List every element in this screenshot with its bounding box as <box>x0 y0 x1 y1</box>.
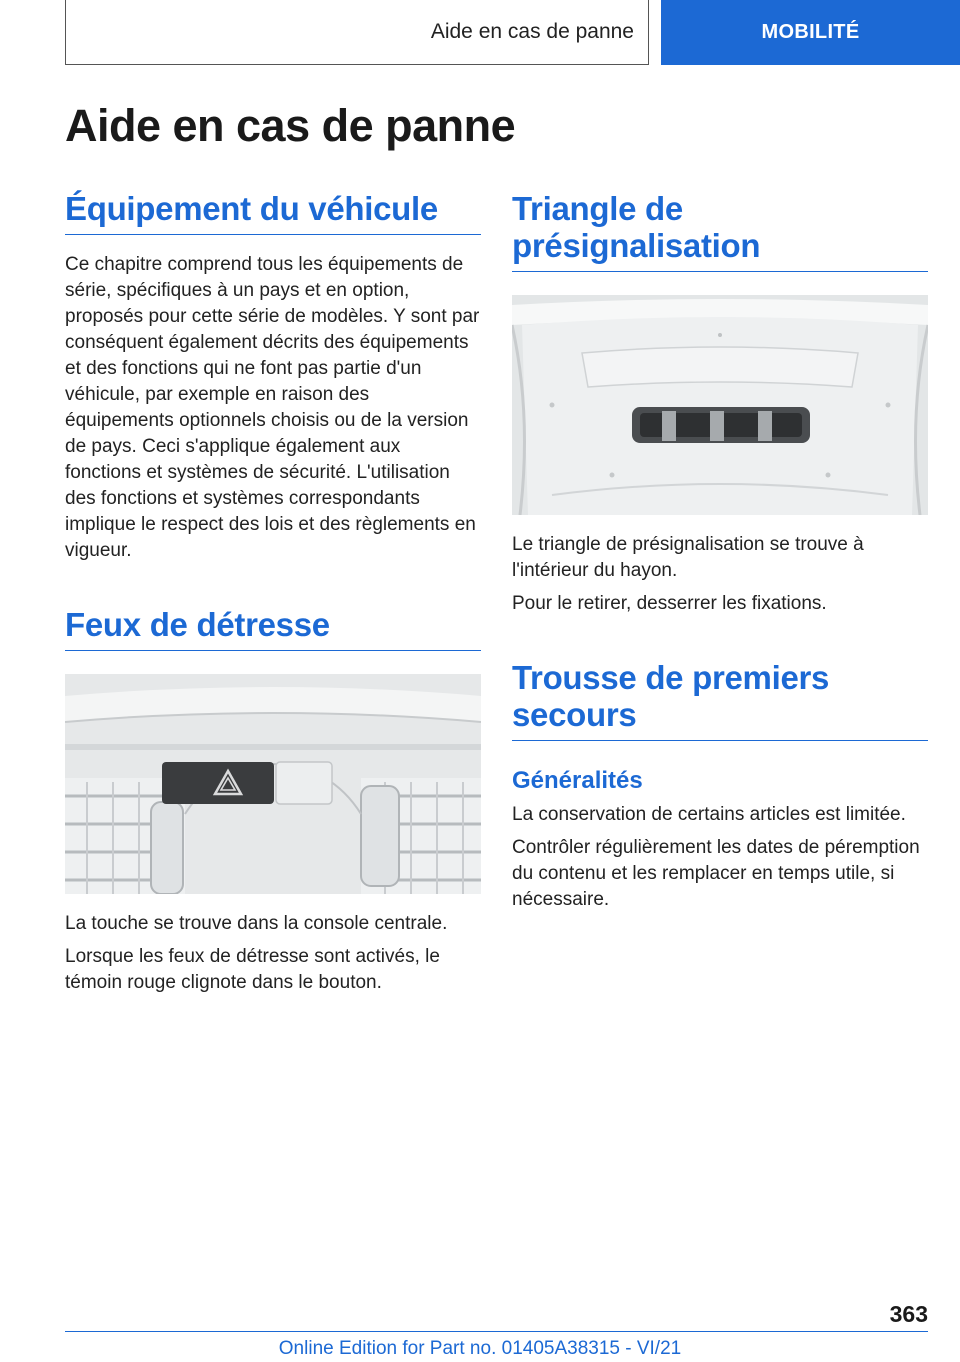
figure-hazard-button <box>65 674 481 894</box>
header-section-text: Aide en cas de panne <box>430 20 634 43</box>
paragraph-first-aid-shelf-life: La conservation de certains articles est limitée. <box>512 804 906 825</box>
header-section-label <box>65 0 649 65</box>
paragraph-triangle-location: Le triangle de présignalisation se trouve à l'intérieur du hayon. <box>512 534 864 581</box>
paragraph-vehicle-equipment: Ce chapitre comprend tous les équipements de série, spécifiques à un pays et en option, proposés pour cette série de modèles. Y sont par conséquent également décrits des équipements et des fonctions qui ne font pas partie d'un véhicule, par exemple en raison des équipements optionnels choisis ou de la version de pays. Ceci s'applique également aux fonctions et systèmes de sécurité. L'utilisation des fonctions et systèmes correspondants implique le respect des lois et des règlements en vigueur. <box>65 254 480 561</box>
paragraph-triangle-removal: Pour le retirer, desserrer les fixations. <box>512 593 827 614</box>
heading-warning-triangle: Triangle de présignalisation <box>512 190 928 272</box>
footer-divider <box>65 1331 928 1332</box>
left-column <box>65 190 481 996</box>
heading-hazard-lights: Feux de détresse <box>65 606 481 651</box>
heading-vehicle-equipment: Équipement du véhicule <box>65 190 481 235</box>
paragraph-first-aid-check: Contrôler régulièrement les dates de péremption du contenu et les remplacer en temps utile, si nécessaire. <box>512 837 920 910</box>
paragraph-hazard-indicator: Lorsque les feux de détresse sont activés, le témoin rouge clignote dans le bouton. <box>65 946 440 993</box>
right-column <box>512 190 928 913</box>
warning-triangle-illustration <box>512 295 928 515</box>
subheading-general: Généralités <box>512 767 643 794</box>
page-title: Aide en cas de panne <box>65 100 516 151</box>
hazard-button-illustration <box>65 674 481 894</box>
header-chapter-tab[interactable] <box>661 0 960 65</box>
footer-edition: Online Edition for Part no. 01405A38315 - VI/21 <box>278 1338 682 1359</box>
heading-first-aid-kit: Trousse de premiers secours <box>512 659 928 741</box>
page-number: 363 <box>889 1301 928 1327</box>
header-chapter-text: MOBILITÉ <box>761 21 860 43</box>
figure-warning-triangle <box>512 295 928 515</box>
paragraph-hazard-location: La touche se trouve dans la console centrale. <box>65 913 448 934</box>
